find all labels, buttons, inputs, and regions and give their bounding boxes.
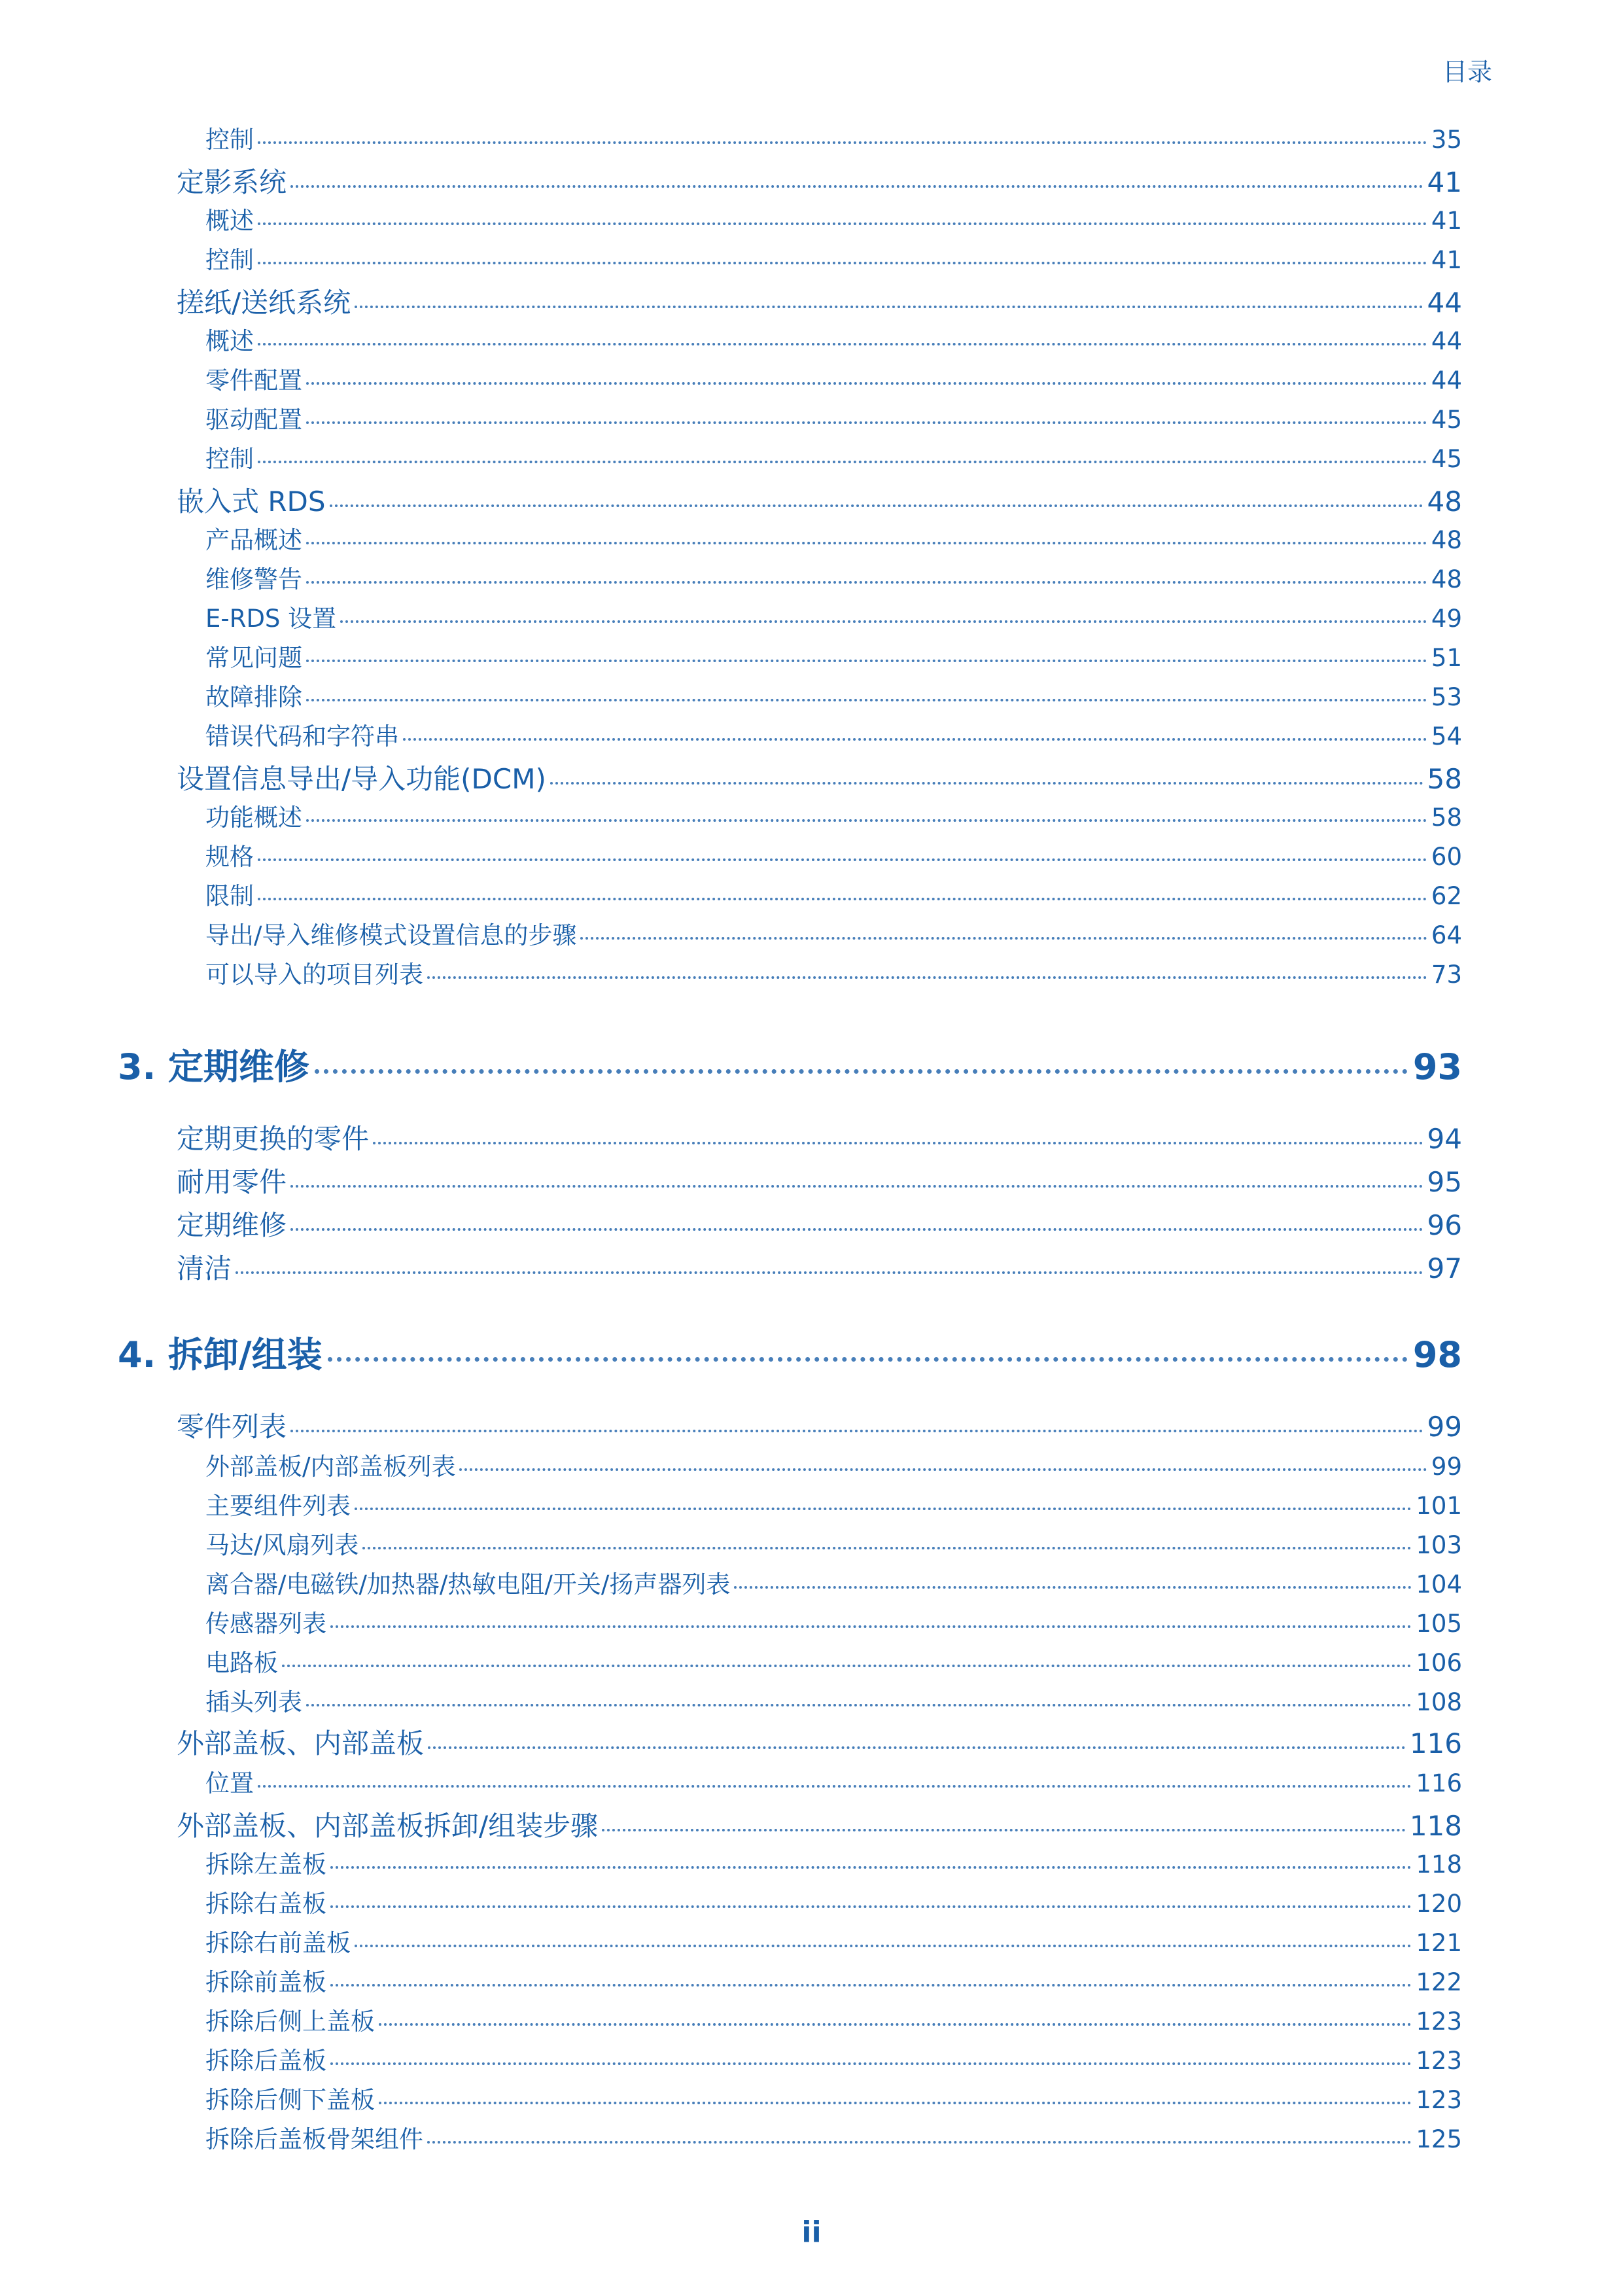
toc-entry-page-number: 44 <box>1427 287 1462 319</box>
dot-leader <box>330 1905 1412 1908</box>
toc-entry-page-number: 98 <box>1412 1334 1462 1375</box>
toc-entry-title: 限制 <box>205 882 254 910</box>
toc-entry-title: 拆除后侧下盖板 <box>205 2086 375 2114</box>
toc-entry-title: 功能概述 <box>205 804 302 832</box>
toc-entry[interactable] <box>205 1926 1462 1960</box>
toc-entry-title: 外部盖板、内部盖板拆卸/组装步骤 <box>177 1810 599 1842</box>
toc-entry-page-number: 99 <box>1431 1453 1462 1481</box>
toc-entry[interactable] <box>205 1568 1462 1602</box>
dot-leader <box>602 1828 1406 1831</box>
dot-leader <box>373 1141 1423 1144</box>
dot-leader <box>258 342 1427 345</box>
dot-leader <box>306 659 1427 662</box>
dot-leader <box>355 1507 1412 1510</box>
toc-entry-page-number: 41 <box>1427 166 1462 198</box>
toc-entry-title: 零件列表 <box>177 1411 287 1443</box>
toc-entry-title: 离合器/电磁铁/加热器/热敏电阻/开关/扬声器列表 <box>205 1570 731 1598</box>
dot-leader <box>258 141 1427 144</box>
toc-entry-page-number: 103 <box>1416 1531 1462 1559</box>
dot-leader <box>550 781 1423 785</box>
toc-entry[interactable] <box>205 919 1462 953</box>
toc-entry-page-number: 41 <box>1431 207 1462 235</box>
toc-entry[interactable] <box>205 2005 1462 2039</box>
toc-entry-page-number: 73 <box>1431 961 1462 989</box>
toc-entry-page-number: 108 <box>1416 1688 1462 1716</box>
toc-entry-title: 插头列表 <box>205 1688 302 1716</box>
toc-entry-page-number: 118 <box>1409 1810 1462 1842</box>
dot-leader <box>306 698 1427 701</box>
toc-entry-page-number: 123 <box>1416 2086 1462 2114</box>
dot-leader <box>459 1468 1427 1471</box>
toc-entry[interactable] <box>205 1848 1462 1882</box>
toc-entry[interactable] <box>205 523 1462 557</box>
toc-entry[interactable] <box>205 1767 1462 1801</box>
toc-entry-page-number: 45 <box>1431 445 1462 473</box>
toc-entry-title: 故障排除 <box>205 683 302 711</box>
toc-entry-title: 导出/导入维修模式设置信息的步骤 <box>205 921 577 949</box>
toc-entry[interactable] <box>205 563 1462 597</box>
toc-entry-page-number: 104 <box>1416 1570 1462 1598</box>
dot-leader <box>734 1585 1412 1589</box>
dot-leader <box>428 1746 1406 1749</box>
toc-entry-title: 拆除后侧上盖板 <box>205 2007 375 2036</box>
dot-leader <box>379 2022 1412 2026</box>
page-number: ii <box>801 2216 822 2249</box>
dot-leader <box>306 580 1427 584</box>
toc-entry[interactable] <box>177 483 1462 521</box>
toc-entry-page-number: 123 <box>1416 2007 1462 2036</box>
dot-leader <box>330 504 1423 507</box>
toc-entry-page-number: 122 <box>1416 1968 1462 1996</box>
toc-entry[interactable] <box>205 720 1462 754</box>
dot-leader <box>258 897 1427 900</box>
toc-entry-title: 拆除左盖板 <box>205 1850 326 1879</box>
toc-entry-title: 定影系统 <box>177 166 287 198</box>
dot-leader <box>258 460 1427 463</box>
toc-entry-page-number: 118 <box>1416 1850 1462 1879</box>
toc-entry[interactable] <box>205 403 1462 437</box>
dot-leader <box>330 1865 1412 1869</box>
toc-entry-title: E-RDS 设置 <box>205 605 337 633</box>
toc-entry-title: 概述 <box>205 207 254 235</box>
toc-entry[interactable] <box>177 284 1462 322</box>
dot-leader <box>306 819 1427 822</box>
toc-entry-title: 搓纸/送纸系统 <box>177 287 351 319</box>
toc-entry-page-number: 58 <box>1427 763 1462 795</box>
toc-entry-page-number: 95 <box>1427 1166 1462 1198</box>
dot-leader <box>330 2062 1412 2065</box>
toc-entry-page-number: 106 <box>1416 1649 1462 1677</box>
toc-entry-page-number: 54 <box>1431 722 1462 751</box>
toc-entry-title: 外部盖板、内部盖板 <box>177 1727 425 1759</box>
toc-entry-page-number: 49 <box>1431 605 1462 633</box>
toc-entry[interactable] <box>205 2044 1462 2078</box>
toc-entry-page-number: 120 <box>1416 1890 1462 1918</box>
dot-leader <box>355 1944 1412 1947</box>
toc-entry-title: 设置信息导出/导入功能(DCM) <box>177 763 546 795</box>
page-header-title: 目录 <box>1442 58 1493 86</box>
toc-entry-title: 产品概述 <box>205 526 302 554</box>
toc-entry-page-number: 101 <box>1416 1492 1462 1520</box>
toc-entry[interactable] <box>177 1207 1462 1245</box>
toc-entry-page-number: 60 <box>1431 843 1462 871</box>
dot-leader <box>328 1356 1408 1362</box>
toc-entry-page-number: 44 <box>1431 366 1462 395</box>
toc-entry[interactable] <box>177 1120 1462 1158</box>
toc-entry[interactable] <box>205 958 1462 992</box>
toc-entry[interactable] <box>205 442 1462 476</box>
toc-entry[interactable] <box>177 164 1462 202</box>
toc-entry[interactable] <box>205 1489 1462 1523</box>
toc-entry-page-number: 48 <box>1431 565 1462 593</box>
dot-leader <box>258 261 1427 264</box>
dot-leader <box>306 381 1427 385</box>
toc-entry-title: 错误代码和字符串 <box>205 722 399 751</box>
toc-entry-page-number: 116 <box>1409 1727 1462 1759</box>
toc-entry-page-number: 99 <box>1427 1411 1462 1443</box>
toc-entry-title: 3. 定期维修 <box>118 1046 309 1087</box>
toc-entry-title: 拆除后盖板 <box>205 2047 326 2075</box>
dot-leader <box>306 421 1427 424</box>
toc-entry-title: 定期更换的零件 <box>177 1123 370 1155</box>
toc-entry-title: 概述 <box>205 327 254 355</box>
toc-entry[interactable] <box>205 879 1462 913</box>
toc-entry[interactable] <box>205 364 1462 398</box>
toc-entry-page-number: 125 <box>1416 2125 1462 2153</box>
toc-entry[interactable] <box>205 641 1462 675</box>
toc-entry[interactable] <box>205 123 1462 157</box>
dot-leader <box>330 1625 1412 1628</box>
dot-leader <box>282 1664 1412 1667</box>
toc-entry-title: 清洁 <box>177 1252 232 1284</box>
toc-entry[interactable] <box>205 1887 1462 1921</box>
toc-entry-title: 控制 <box>205 445 254 473</box>
dot-leader <box>290 1227 1423 1231</box>
dot-leader <box>306 541 1427 544</box>
toc-entry-title: 零件配置 <box>205 366 302 395</box>
toc-entry-page-number: 123 <box>1416 2047 1462 2075</box>
dot-leader <box>258 1784 1412 1788</box>
toc-entry[interactable] <box>205 801 1462 835</box>
toc-entry-title: 4. 拆卸/组装 <box>118 1334 323 1375</box>
dot-leader <box>290 1429 1423 1432</box>
toc-entry-title: 维修警告 <box>205 565 302 593</box>
dot-leader <box>258 222 1427 225</box>
toc-entry-title: 拆除后盖板骨架组件 <box>205 2125 423 2153</box>
toc-entry-page-number: 45 <box>1431 406 1462 434</box>
toc-entry-title: 耐用零件 <box>177 1166 287 1198</box>
toc-entry-page-number: 41 <box>1431 246 1462 274</box>
toc-entry-page-number: 44 <box>1431 327 1462 355</box>
dot-leader <box>236 1271 1423 1274</box>
toc-chapter-entry[interactable] <box>118 1331 1462 1379</box>
toc-entry-title: 外部盖板/内部盖板列表 <box>205 1453 456 1481</box>
toc-entry[interactable] <box>205 243 1462 277</box>
toc-entry[interactable] <box>205 1966 1462 2000</box>
toc-entry[interactable] <box>205 1528 1462 1563</box>
toc-entry-title: 拆除前盖板 <box>205 1968 326 1996</box>
toc-entry[interactable] <box>177 760 1462 798</box>
dot-leader <box>403 737 1427 741</box>
toc-entry-title: 传感器列表 <box>205 1610 326 1638</box>
toc-entry-page-number: 51 <box>1431 644 1462 672</box>
toc-entry[interactable] <box>205 602 1462 636</box>
toc-entry-page-number: 58 <box>1431 804 1462 832</box>
toc-entry-title: 嵌入式 RDS <box>177 486 326 518</box>
dot-leader <box>379 2101 1412 2104</box>
toc-entry[interactable] <box>205 840 1462 874</box>
toc-entry[interactable] <box>177 1807 1462 1845</box>
dot-leader <box>306 1703 1412 1706</box>
toc-entry-title: 主要组件列表 <box>205 1492 351 1520</box>
dot-leader <box>427 976 1427 979</box>
toc-entry[interactable] <box>205 2083 1462 2117</box>
toc-entry-page-number: 48 <box>1427 486 1462 518</box>
toc-entry-title: 可以导入的项目列表 <box>205 961 423 989</box>
toc-entry[interactable] <box>205 1607 1462 1641</box>
toc-entry-title: 马达/风扇列表 <box>205 1531 359 1559</box>
toc-entry[interactable] <box>205 1646 1462 1680</box>
toc-entry-page-number: 64 <box>1431 921 1462 949</box>
dot-leader <box>355 305 1423 308</box>
toc-entry-title: 拆除右前盖板 <box>205 1929 351 1957</box>
toc-entry-page-number: 48 <box>1431 526 1462 554</box>
dot-leader <box>315 1069 1408 1074</box>
toc-entry-title: 电路板 <box>205 1649 278 1677</box>
dot-leader <box>330 1983 1412 1987</box>
toc-entry[interactable] <box>205 1450 1462 1484</box>
toc-entry-page-number: 62 <box>1431 882 1462 910</box>
toc-entry-page-number: 121 <box>1416 1929 1462 1957</box>
toc-entry-page-number: 53 <box>1431 683 1462 711</box>
toc-entry-page-number: 97 <box>1427 1252 1462 1284</box>
dot-leader <box>580 936 1427 940</box>
toc-entry-page-number: 35 <box>1431 126 1462 154</box>
toc-entry[interactable] <box>177 1250 1462 1288</box>
dot-leader <box>362 1546 1412 1549</box>
toc-entry-title: 驱动配置 <box>205 406 302 434</box>
toc-entry-page-number: 93 <box>1412 1046 1462 1087</box>
dot-leader <box>340 620 1427 623</box>
toc-entry[interactable] <box>177 1725 1462 1763</box>
toc-entry[interactable] <box>205 2123 1462 2157</box>
toc-entry-title: 控制 <box>205 246 254 274</box>
toc-entry-title: 控制 <box>205 126 254 154</box>
dot-leader <box>258 858 1427 861</box>
toc-entry[interactable] <box>177 1163 1462 1201</box>
toc-entry[interactable] <box>205 325 1462 359</box>
toc-entry-title: 规格 <box>205 843 254 871</box>
toc-entry-title: 常见问题 <box>205 644 302 672</box>
toc-chapter-entry[interactable] <box>118 1043 1462 1091</box>
toc-entry[interactable] <box>205 680 1462 715</box>
toc-entry[interactable] <box>205 204 1462 238</box>
toc-entry[interactable] <box>177 1408 1462 1446</box>
dot-leader <box>290 1184 1423 1188</box>
toc-entry-title: 位置 <box>205 1769 254 1797</box>
toc-entry-page-number: 116 <box>1416 1769 1462 1797</box>
dot-leader <box>427 2140 1412 2144</box>
toc-entry-title: 拆除右盖板 <box>205 1890 326 1918</box>
toc-entry-page-number: 94 <box>1427 1123 1462 1155</box>
toc-entry-page-number: 96 <box>1427 1209 1462 1241</box>
toc-entry[interactable] <box>205 1686 1462 1720</box>
toc-entry-page-number: 105 <box>1416 1610 1462 1638</box>
toc-entry-title: 定期维修 <box>177 1209 287 1241</box>
dot-leader <box>290 185 1423 188</box>
